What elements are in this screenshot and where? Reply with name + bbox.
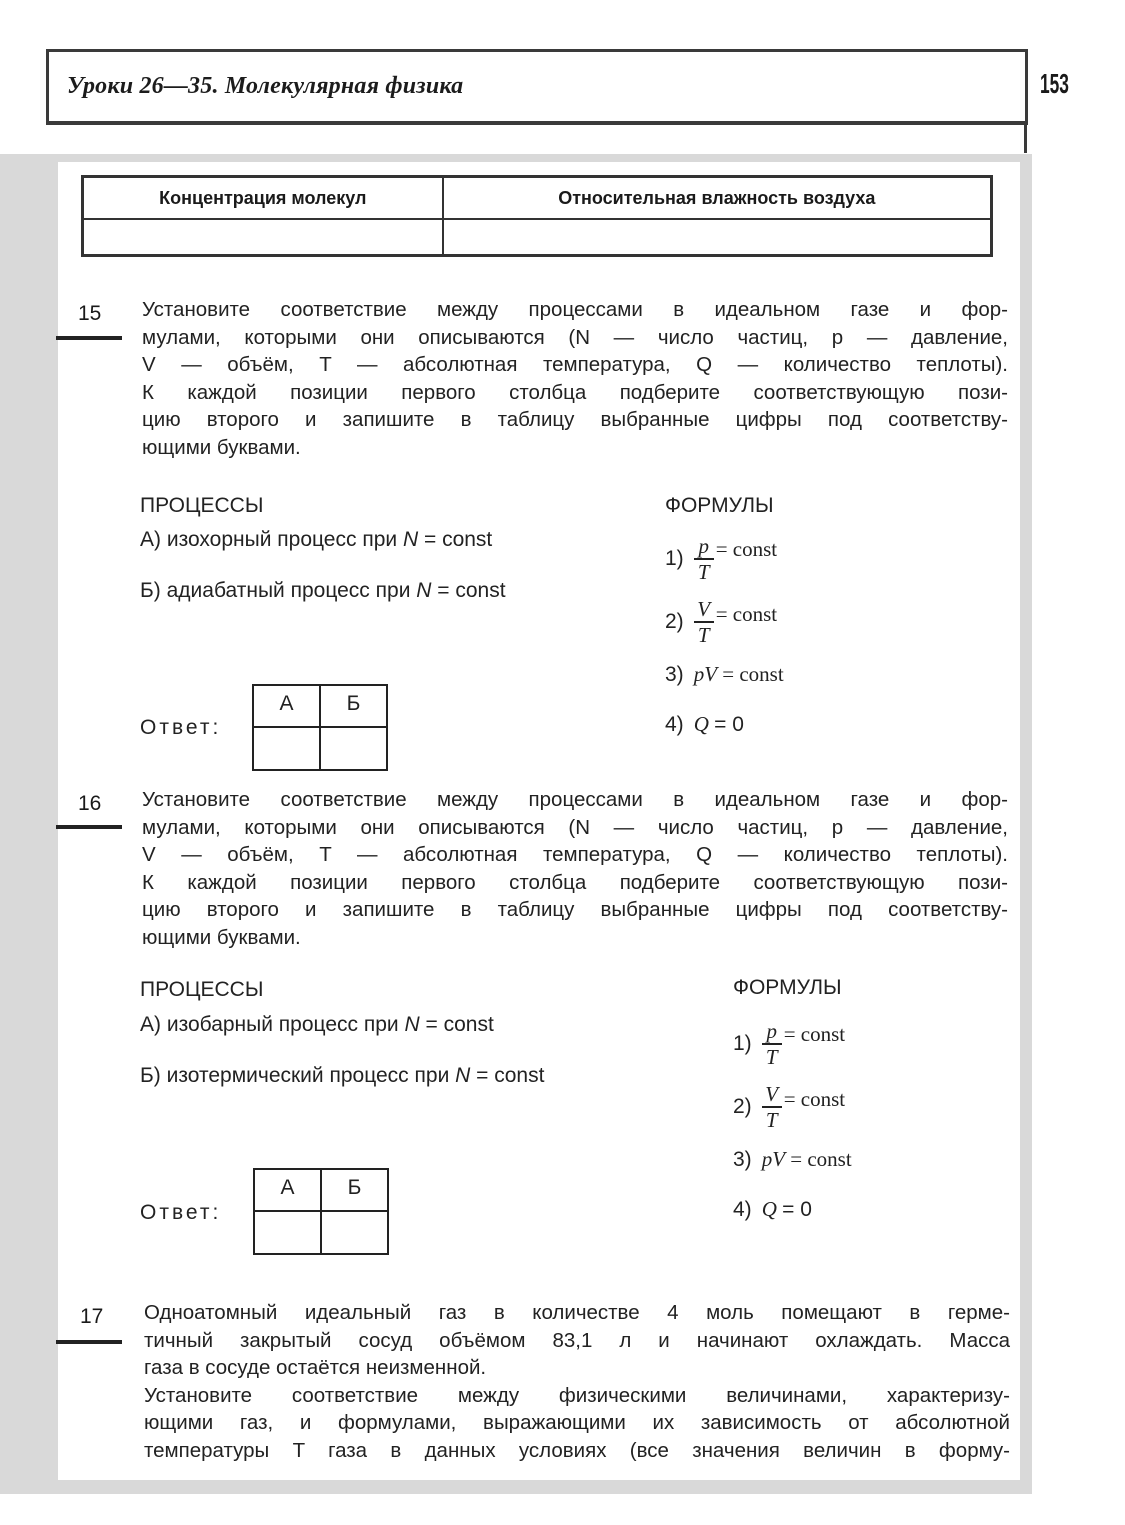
chapter-title: Уроки 26—35. Молекулярная физика (67, 73, 464, 99)
answer-cell-a[interactable] (253, 727, 320, 770)
formulas-heading: ФОРМУЛЫ (733, 976, 842, 999)
statement-line: тичный закрытый сосуд объёмом 83,1 л и начинают охлаждать. Масса (144, 1328, 1010, 1352)
answer-label: Ответ: (140, 1201, 222, 1224)
statement-line: цию второго и запишите в таблицу выбранные цифры под соответству- (142, 408, 1008, 431)
process-item-b: Б) адиабатный процесс при N = const (140, 579, 506, 602)
formulas-heading: ФОРМУЛЫ (665, 494, 774, 517)
task-marker-rule (56, 1340, 122, 1344)
statement-line: V — объём, T — абсолютная температура, Q — количество теплоты). (142, 353, 1008, 376)
process-item-b: Б) изотермический процесс при N = const (140, 1064, 545, 1087)
formula-item-3: 3) pV = const (665, 662, 784, 686)
task-number: 16 (78, 792, 102, 815)
formula-item-2: 2) $\frac{V}{T}$ = const (733, 1082, 846, 1132)
statement-line: К каждой позиции первого столбца подберите соответствующую пози- (142, 380, 1008, 404)
statement-line: ющими газ, и формулами, выражающими их зависимость от абсолютной (144, 1411, 1010, 1434)
answer-grid (252, 684, 388, 771)
statement-line: К каждой позиции первого столбца подберите соответствующую пози- (142, 870, 1008, 894)
answer-header-a: А (254, 1169, 321, 1211)
statement-line: V — объём, T — абсолютная температура, Q — количество теплоты). (142, 843, 1008, 866)
answer-grid (253, 1168, 389, 1255)
fraction: $\frac{p}{T}$ (762, 1020, 782, 1068)
answer-header-b: Б (321, 1169, 388, 1211)
quantities-table (81, 175, 993, 257)
answer-label: Ответ: (140, 716, 222, 739)
task-15-statement (142, 296, 1008, 461)
statement-line: Установите соответствие между физическими величинами, характеризу- (144, 1383, 1010, 1407)
column-header-concentration: Концентрация молекул (83, 177, 443, 220)
formula-item-2: 2) $\frac{V}{T}$ = const (665, 597, 778, 647)
statement-line: газа в сосуде остаётся неизменной. (144, 1356, 487, 1379)
statement-line: мулами, которыми они описываются (N — число частиц, p — давление, (142, 815, 1008, 839)
formula-item-3: 3) pV = const (733, 1147, 852, 1171)
formula-item-4: 4) Q = 0 (733, 1197, 812, 1221)
task-17-statement (144, 1299, 1010, 1464)
answer-cell-concentration[interactable] (83, 219, 443, 255)
fraction: $\frac{V}{T}$ (762, 1083, 782, 1131)
answer-header-a: А (253, 685, 320, 727)
process-item-a: А) изобарный процесс при N = const (140, 1013, 494, 1036)
answer-cell-humidity[interactable] (443, 219, 992, 255)
statement-line: мулами, которыми они описываются (N — число частиц, p — давление, (142, 325, 1008, 349)
formula-item-1: 1) $\frac{p}{T}$ = const (665, 534, 778, 584)
answer-cell-b[interactable] (321, 1211, 388, 1254)
statement-line: ющими буквами. (142, 925, 301, 949)
fraction: $\frac{p}{T}$ (694, 535, 714, 583)
formula-item-1: 1) $\frac{p}{T}$ = const (733, 1019, 846, 1069)
answer-header-b: Б (320, 685, 387, 727)
processes-heading: ПРОЦЕССЫ (140, 978, 264, 1001)
statement-line: температуры T газа в данных условиях (все значения величин в форму- (144, 1438, 1010, 1462)
statement-line: цию второго и запишите в таблицу выбранные цифры под соответству- (142, 898, 1008, 921)
fraction: $\frac{V}{T}$ (694, 598, 714, 646)
answer-cell-a[interactable] (254, 1211, 321, 1254)
statement-line: Установите соответствие между процессами в идеальном газе и фор- (142, 788, 1008, 811)
task-marker-rule (56, 825, 122, 829)
chapter-header (46, 49, 1028, 125)
process-item-a: А) изохорный процесс при N = const (140, 528, 493, 551)
header-divider (1024, 123, 1027, 153)
task-number: 17 (80, 1305, 104, 1328)
answer-cell-b[interactable] (320, 727, 387, 770)
processes-heading: ПРОЦЕССЫ (140, 494, 264, 517)
task-number: 15 (78, 302, 102, 325)
task-marker-rule (56, 336, 122, 340)
task-16-statement (142, 786, 1008, 951)
column-header-humidity: Относительная влажность воздуха (443, 177, 992, 220)
statement-line: Установите соответствие между процессами в идеальном газе и фор- (142, 298, 1008, 321)
page-number: 153 (1040, 68, 1069, 99)
formula-item-4: 4) Q = 0 (665, 712, 744, 736)
statement-line: ющими буквами. (142, 435, 301, 459)
statement-line: Одноатомный идеальный газ в количестве 4 моль помещают в герме- (144, 1301, 1010, 1324)
